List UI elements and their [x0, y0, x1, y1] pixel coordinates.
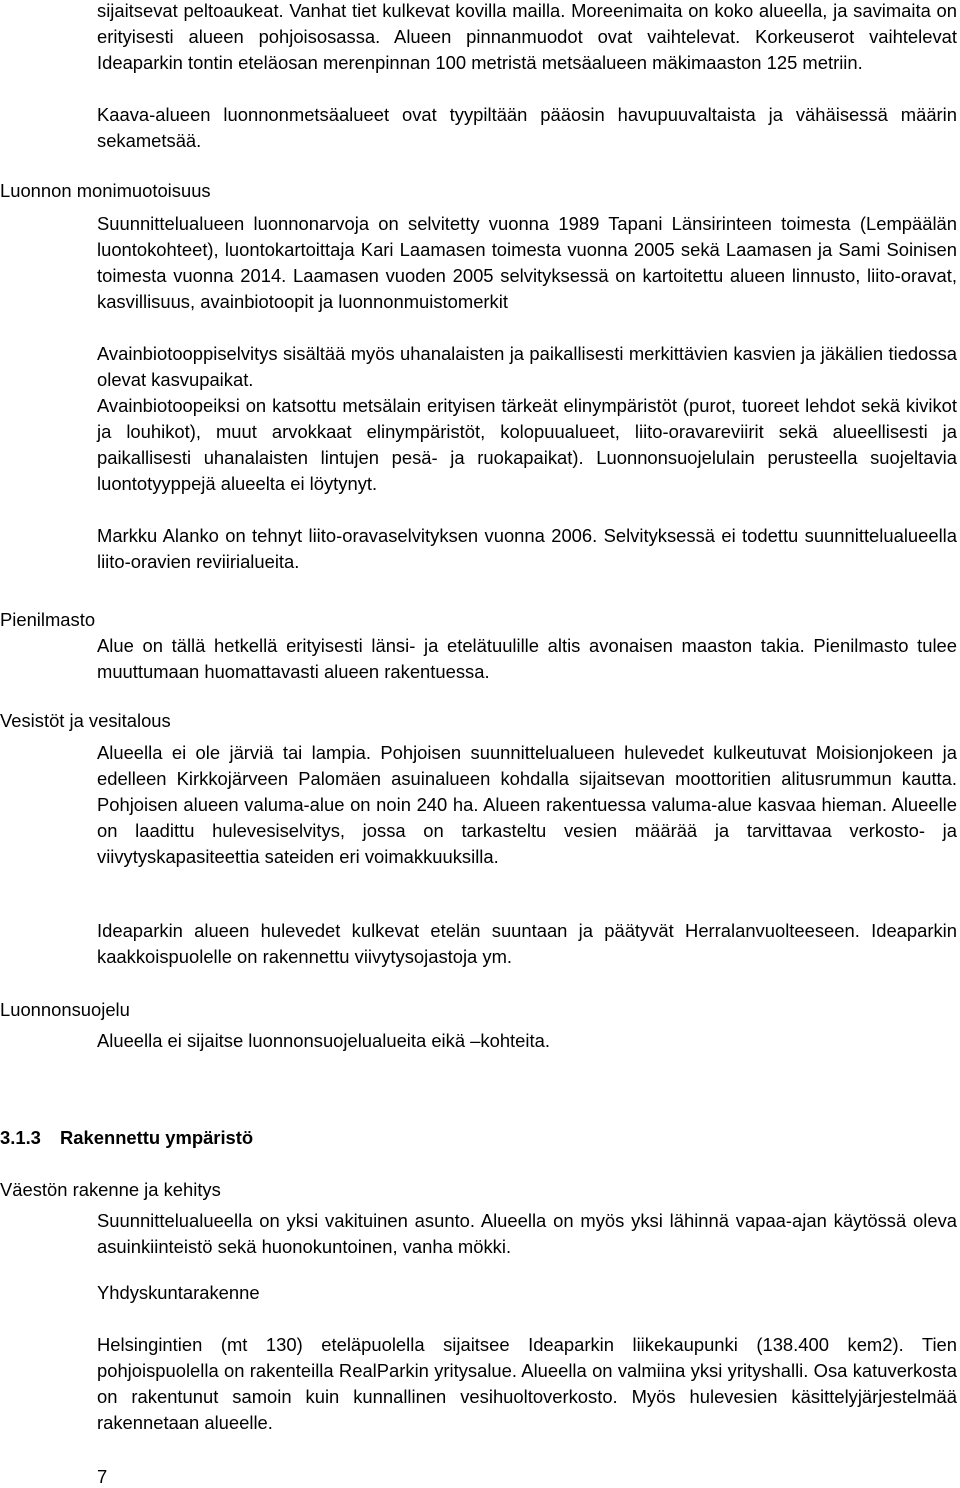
luonnon-paragraph-1: Suunnittelualueen luonnonarvoja on selvitetty vuonna 1989 Tapani Länsirinteen toimesta (Lempäälän luontokohteet), luontokartoittaja Kari Laamasen toimesta vuonna 2005 sekä Laamasen ja Sami Soinisen toimesta vuonna 2014. Laamasen vuoden 2005 selvityksessä on kartoitettu alueen linnusto, liito-oravat, kasvillisuus, avainbiotoopit ja luonnonmuistomerkit: [97, 213, 957, 312]
section-number: 3.1.3: [0, 1127, 41, 1148]
vesistot-paragraph-2: Ideaparkin alueen hulevedet kulkevat etelän suuntaan ja päätyvät Herralanvuolteeseen. Ideaparkin kaakkoispuolelle on rakennettu viivytysojastoja ym.: [97, 920, 957, 967]
vaeston-paragraph: Suunnittelualueella on yksi vakituinen asunto. Alueella on myös yksi lähinnä vapaa-ajan käytössä oleva asuinkiinteistö sekä huonokuntoinen, vanha mökki.: [97, 1210, 957, 1257]
luonnonsuojelu-paragraph: Alueella ei sijaitse luonnonsuojelualueita eikä –kohteita.: [97, 1030, 550, 1051]
section-title: Rakennettu ympäristö: [60, 1127, 254, 1148]
heading-vaeston-rakenne: Väestön rakenne ja kehitys: [0, 1179, 221, 1200]
luonnon-paragraph-4: Markku Alanko on tehnyt liito-oravaselvityksen vuonna 2006. Selvityksessä ei todettu suunnittelualueella liito-oravien reviirialueita.: [97, 525, 957, 572]
subheading-yhdyskuntarakenne: Yhdyskuntarakenne: [97, 1282, 260, 1303]
section-heading-3-1-3: [0, 1125, 253, 1151]
heading-vesistot: Vesistöt ja vesitalous: [0, 710, 171, 731]
page-number: 7: [97, 1466, 108, 1487]
luonnon-paragraph-2: Avainbiotooppiselvitys sisältää myös uhanalaisten ja paikallisesti merkittävien kasvien ja jäkälien tiedossa olevat kasvupaikat.: [97, 343, 957, 390]
vesistot-paragraph-1: Alueella ei ole järviä tai lampia. Pohjoisen suunnittelualueen hulevedet kulkeutuvat Moisionjokeen ja edelleen Kirkkojärveen Palomäen asuinalueen kohdalla sijaitsevan moottoritien alitusrummun kautta. Pohjoisen alueen valuma-alue on noin 240 ha. Alueen rakentuessa valuma-alue kasvaa hieman. Alueelle on laadittu hulevesiselvitys, jossa on tarkasteltu vesien määrää ja tarvittavaa verkosto- ja viivytyskapasiteettia sateiden eri voimakkuuksilla.: [97, 742, 957, 867]
intro-paragraph-2: Kaava-alueen luonnonmetsäalueet ovat tyypiltään pääosin havupuuvaltaista ja vähäisessä määrin sekametsää.: [97, 104, 957, 151]
heading-luonnonsuojelu: Luonnonsuojelu: [0, 999, 130, 1020]
luonnon-paragraph-3: Avainbiotoopeiksi on katsottu metsälain erityisen tärkeät elinympäristöt (purot, tuoreet lehdot sekä kivikot ja louhikot), muut arvokkaat elinympäristöt, kolopuualueet, liito-oravareviirit sekä alueellisesti ja paikallisesti uhanalaisten lintujen pesä- ja ruokapaikat). Luonnonsuojelulain perusteella suojeltavia luontotyyppejä alueelta ei löytynyt.: [97, 395, 957, 494]
pienilmasto-paragraph: Alue on tällä hetkellä erityisesti länsi- ja etelätuulille altis avonaisen maaston takia. Pienilmasto tulee muuttumaan huomattavasti alueen rakentuessa.: [97, 635, 957, 682]
heading-pienilmasto: Pienilmasto: [0, 609, 96, 630]
heading-luonnon-monimuotoisuus: Luonnon monimuotoisuus: [0, 180, 211, 201]
intro-paragraph-1: sijaitsevat peltoaukeat. Vanhat tiet kulkevat kovilla mailla. Moreenimaita on koko alueella, ja savimaita on erityisesti alueen pohjoisosassa. Alueen pinnanmuodot ovat vaihtelevat. Korkeuserot vaihtelevat Ideaparkin tontin eteläosan merenpinnan 100 metristä metsäalueen mäkimaaston 125 metriin.: [97, 0, 957, 73]
yhdyskunta-paragraph: Helsingintien (mt 130) eteläpuolella sijaitsee Ideaparkin liikekaupunki (138.400 kem2). Tien pohjoispuolella on rakenteilla RealParkin yritysalue. Alueella on valmiina yksi yrityshalli. Osa katuverkosta on rakentunut samoin kuin kunnallinen vesihuoltoverkosto. Myös hulevesien käsittelyjärjestelmää rakennetaan alueelle.: [97, 1334, 957, 1433]
